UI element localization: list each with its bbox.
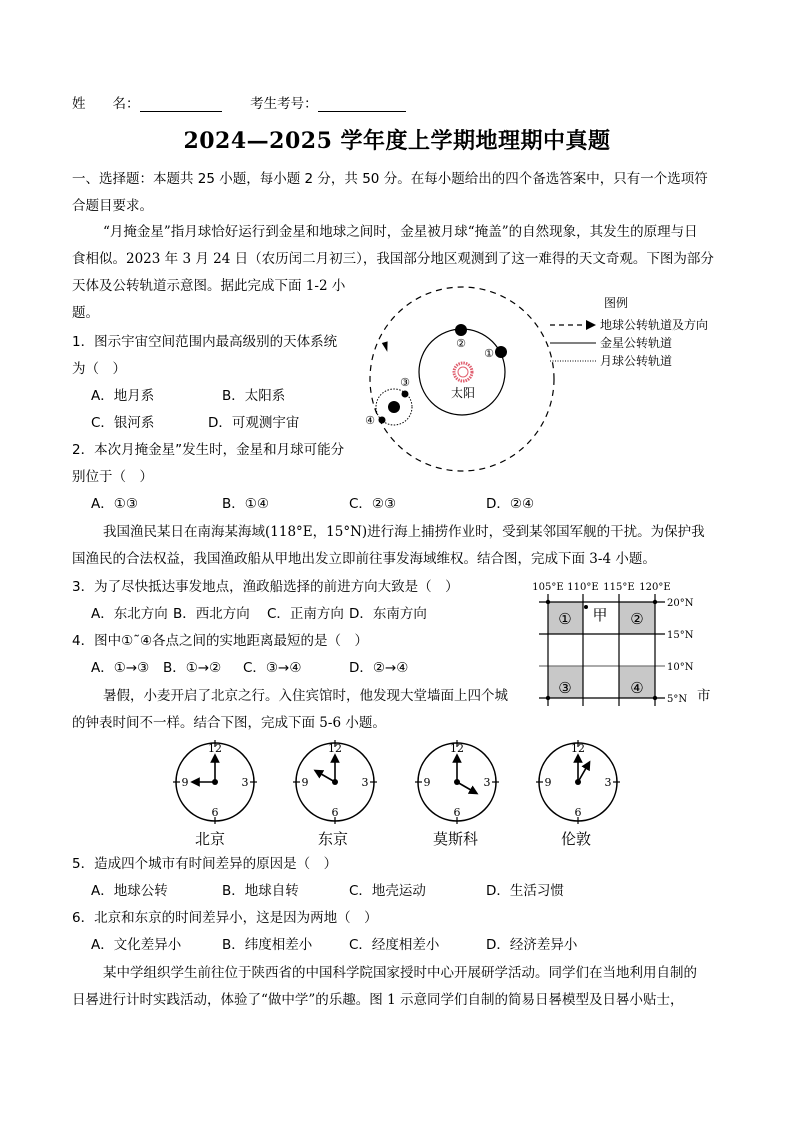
svg-text:9: 9 — [301, 776, 309, 789]
q2-option-c[interactable]: C．②③ — [349, 496, 397, 512]
q3-option-a[interactable]: A．东北方向 — [91, 606, 168, 622]
name-label: 姓 名： — [72, 96, 140, 112]
svg-text:9: 9 — [423, 776, 431, 789]
q5-option-b[interactable]: B．地球自转 — [222, 883, 299, 899]
svg-text:6: 6 — [331, 806, 339, 819]
q5-option-c[interactable]: C．地壳运动 — [349, 883, 426, 899]
q6-option-d[interactable]: D．经济差异小 — [486, 937, 578, 953]
legend-venus-orbit: 金星公转轨道 — [600, 336, 673, 350]
passage1-line1: “月掩金星”指月球恰好运行到金星和地球之间时，金星被月球“掩盖”的自然现象，其发生的原理与日 — [103, 224, 698, 240]
svg-text:120°E: 120°E — [639, 582, 671, 593]
venus-position-2 — [455, 324, 467, 336]
q4-option-d[interactable]: D．②→④ — [349, 660, 409, 676]
name-field — [72, 96, 406, 112]
question-1-stem: 1．图示宇宙空间范围内最高级别的天体系统 — [72, 334, 338, 350]
orbit-diagram — [350, 285, 740, 475]
q1-option-c[interactable]: C．银河系 — [91, 415, 155, 431]
sun-icon — [454, 363, 472, 381]
legend-title: 图例 — [604, 296, 629, 310]
student-id-label: 考生考号： — [250, 96, 318, 112]
svg-text:3: 3 — [241, 776, 249, 789]
cell-1: ① — [558, 610, 572, 628]
moon-position-4 — [379, 417, 386, 424]
svg-text:6: 6 — [574, 806, 582, 819]
q1-option-b[interactable]: B．太阳系 — [222, 388, 286, 404]
passage4-line2: 日晷进行计时实践活动，体验了“做中学”的乐趣。图 1 示意同学们自制的简易日晷模型及日晷小贴士， — [72, 992, 684, 1008]
clock-label-tokyo: 东京 — [318, 830, 349, 848]
svg-text:5°N: 5°N — [667, 694, 688, 705]
q5-option-d[interactable]: D．生活习惯 — [486, 883, 564, 899]
question-2-stem: 2．本次月掩金星”发生时，金星和月球可能分 — [72, 442, 345, 458]
legend-moon-orbit: 月球公转轨道 — [600, 354, 673, 368]
passage1-line4: 题。 — [72, 305, 99, 321]
name-blank[interactable] — [140, 97, 222, 112]
venus-position-1 — [495, 346, 507, 358]
clock-1 — [293, 740, 377, 824]
student-id-blank[interactable] — [318, 97, 406, 112]
page-title: 2024—2025 学年度上学期地理期中真题 — [183, 128, 611, 154]
legend-arrow-icon — [586, 320, 596, 330]
point-jia-label: 甲 — [592, 606, 608, 624]
passage1-line2: 食相似。2023 年 3 月 24 日（农历闰二月初三），我国部分地区观测到了这一难得的天文奇观。下图为部分 — [72, 251, 714, 267]
q3-option-d[interactable]: D．东南方向 — [349, 606, 427, 622]
q3-option-b[interactable]: B．西北方向 — [173, 606, 250, 622]
cell-2: ② — [630, 610, 644, 628]
passage2-line2: 国渔民的合法权益，我国渔政船从甲地出发立即前往事发海域维权。结合图，完成下面 3-4 小题。 — [72, 551, 656, 567]
q2-option-a[interactable]: A．①③ — [91, 496, 138, 512]
point-jia — [584, 605, 588, 609]
question-4-stem: 4．图中①˜④各点之间的实地距离最短的是（ ） — [72, 633, 369, 649]
world-clocks — [160, 738, 640, 828]
clock-2 — [415, 740, 499, 824]
svg-text:20°N: 20°N — [667, 598, 694, 609]
clock-label-beijing: 北京 — [195, 830, 226, 848]
sun-label: 太阳 — [450, 386, 476, 400]
question-5-stem: 5．造成四个城市有时间差异的原因是（ ） — [72, 856, 338, 872]
section-instruction-line1: 一、选择题：本题共 25 小题，每小题 2 分，共 50 分。在每小题给出的四个备选答案中，只有一个选项符 — [72, 171, 708, 187]
clock-3 — [536, 740, 620, 824]
svg-text:6: 6 — [453, 806, 461, 819]
clock-label-london: 伦敦 — [561, 830, 592, 848]
passage1-line3: 天体及公转轨道示意图。据此完成下面 1-2 小 — [72, 278, 346, 294]
q6-option-c[interactable]: C．经度相差小 — [349, 937, 440, 953]
marker-1: ① — [484, 347, 494, 360]
question-6-stem: 6．北京和东京的时间差异小，这是因为两地（ ） — [72, 910, 378, 926]
moon-position-3 — [402, 391, 409, 398]
section-instruction-line2: 合题目要求。 — [72, 198, 153, 214]
question-3-stem: 3．为了尽快抵达事发地点，渔政船选择的前进方向大致是（ ） — [72, 579, 459, 595]
svg-text:110°E: 110°E — [567, 582, 599, 593]
q2-option-b[interactable]: B．①④ — [222, 496, 269, 512]
passage2-line1: 我国渔民某日在南海某海域(118°E，15°N)进行海上捕捞作业时，受到某邻国军舰的干扰。为保护我 — [103, 524, 705, 540]
earth-orbit — [370, 287, 554, 471]
svg-text:6: 6 — [211, 806, 219, 819]
svg-text:3: 3 — [483, 776, 491, 789]
passage3-line1-tail: 市 — [697, 688, 711, 704]
q6-option-b[interactable]: B．纬度相差小 — [222, 937, 313, 953]
clock-label-moscow: 莫斯科 — [433, 830, 479, 848]
svg-text:12: 12 — [450, 742, 464, 755]
question-2-stem-cont: 别位于（ ） — [72, 469, 153, 485]
marker-2: ② — [456, 337, 466, 350]
q6-option-a[interactable]: A．文化差异小 — [91, 937, 182, 953]
question-1-stem-cont: 为（ ） — [72, 361, 126, 377]
svg-text:15°N: 15°N — [667, 630, 694, 641]
svg-text:12: 12 — [328, 742, 342, 755]
q2-option-d[interactable]: D．②④ — [486, 496, 535, 512]
q1-option-a[interactable]: A．地月系 — [91, 388, 155, 404]
svg-text:115°E: 115°E — [603, 582, 635, 593]
svg-text:9: 9 — [544, 776, 552, 789]
marker-3: ③ — [400, 376, 410, 389]
marker-4: ④ — [365, 414, 375, 427]
passage3-line2: 的钟表时间不一样。结合下图，完成下面 5-6 小题。 — [72, 715, 386, 731]
svg-text:12: 12 — [571, 742, 585, 755]
q1-option-d[interactable]: D．可观测宇宙 — [208, 415, 300, 431]
svg-text:9: 9 — [181, 776, 189, 789]
cell-4: ④ — [630, 679, 644, 697]
svg-text:10°N: 10°N — [667, 662, 694, 673]
svg-text:3: 3 — [604, 776, 612, 789]
q4-option-b[interactable]: B．①→② — [163, 660, 222, 676]
legend-earth-orbit: 地球公转轨道及方向 — [600, 318, 709, 332]
q4-option-c[interactable]: C．③→④ — [243, 660, 302, 676]
orbit-direction-arrow-icon — [382, 341, 390, 352]
q3-option-c[interactable]: C．正南方向 — [267, 606, 344, 622]
svg-text:3: 3 — [361, 776, 369, 789]
passage4-line1: 某中学组织学生前往位于陕西省的中国科学院国家授时中心开展研学活动。同学们在当地利用自制的 — [103, 965, 697, 981]
q4-option-a[interactable]: A．①→③ — [91, 660, 150, 676]
svg-text:105°E: 105°E — [532, 582, 564, 593]
q5-option-a[interactable]: A．地球公转 — [91, 883, 168, 899]
svg-text:12: 12 — [208, 742, 222, 755]
earth — [388, 401, 400, 413]
cell-3: ③ — [558, 679, 572, 697]
clock-0 — [173, 740, 257, 824]
passage3-line1: 暑假，小麦开启了北京之行。入住宾馆时，他发现大堂墙面上四个城 — [103, 688, 508, 704]
